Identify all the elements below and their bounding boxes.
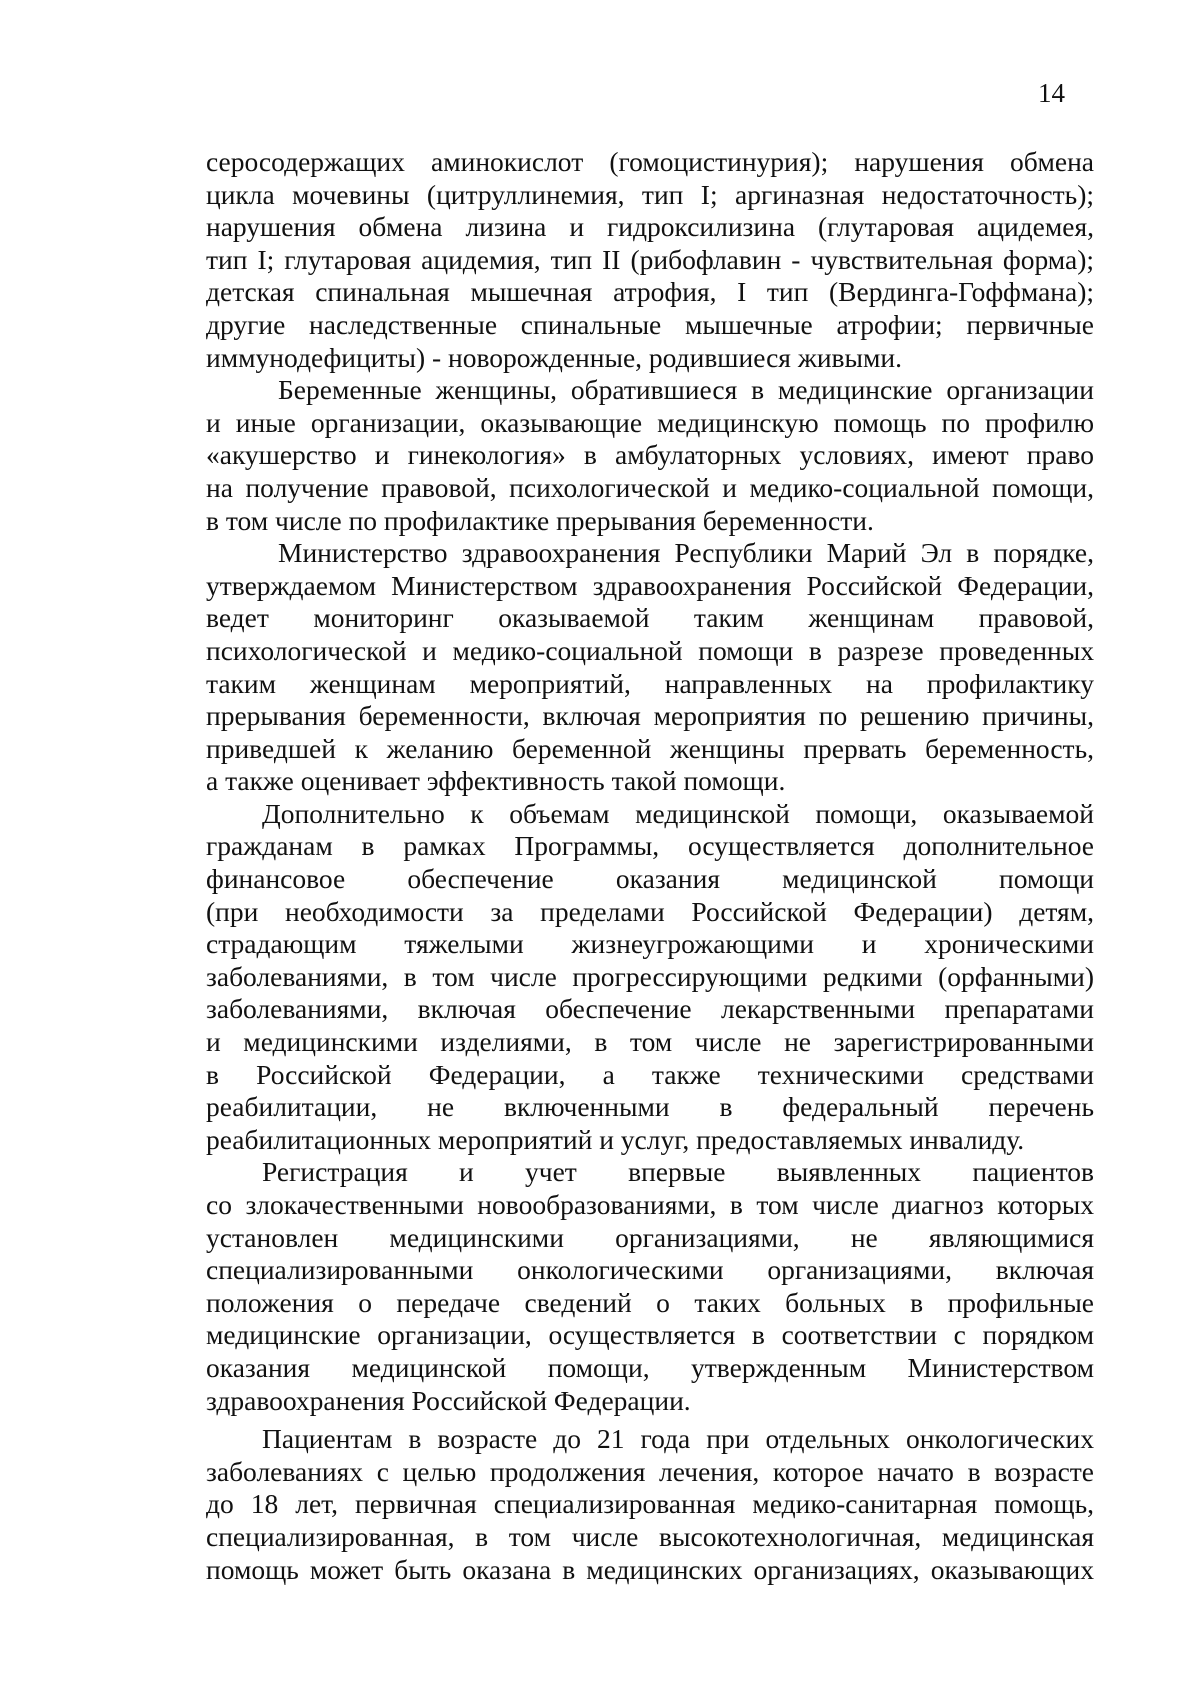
text-line: цикла мочевины (цитруллинемия, тип I; аргиназная недостаточность);	[206, 178, 1094, 210]
text-line: Пациентам в возрасте до 21 года при отдельных онкологических	[262, 1423, 1094, 1455]
document-body	[206, 146, 1094, 1586]
text-line: в том числе по профилактике прерывания беременности.	[206, 504, 874, 536]
text-line: заболеваниями, в том числе прогрессирующими редкими (орфанными)	[206, 960, 1094, 992]
text-line: Министерство здравоохранения Республики Марий Эл в порядке,	[278, 537, 1094, 569]
text-line: «акушерство и гинекология» в амбулаторных условиях, имеют право	[206, 439, 1094, 471]
text-line: нарушения обмена лизина и гидроксилизина (глутаровая ацидемея,	[206, 211, 1094, 243]
text-line: страдающим тяжелыми жизнеугрожающими и хроническими	[206, 928, 1094, 960]
text-line: приведшей к желанию беременной женщины прервать беременность,	[206, 732, 1094, 764]
page-number: 14	[1038, 78, 1065, 108]
text-line: установлен медицинскими организациями, не являющимися	[206, 1221, 1094, 1253]
text-line: прерывания беременности, включая мероприятия по решению причины,	[206, 700, 1094, 732]
text-line: таким женщинам мероприятий, направленных на профилактику	[206, 667, 1094, 699]
text-line: заболеваниях с целью продолжения лечения, которое начато в возрасте	[206, 1455, 1094, 1487]
text-line: реабилитационных мероприятий и услуг, предоставляемых инвалиду.	[206, 1123, 1025, 1155]
text-line: Дополнительно к объемам медицинской помощи, оказываемой	[262, 797, 1094, 829]
paragraph-ministry-monitoring	[206, 537, 1094, 798]
paragraph-pregnant-women	[206, 374, 1094, 537]
text-line: тип I; глутаровая ацидемия, тип II (рибофлавин - чувствительная форма);	[206, 243, 1094, 275]
text-line: положения о передаче сведений о таких больных в профильные	[206, 1286, 1094, 1318]
text-line: оказания медицинской помощи, утвержденным Министерством	[206, 1351, 1094, 1383]
text-line: иммунодефициты) - новорожденные, родившиеся живыми.	[206, 341, 902, 373]
text-line: заболеваниями, включая обеспечение лекарственными препаратами	[206, 993, 1094, 1025]
paragraph-patients-under-21	[206, 1423, 1094, 1586]
text-line: медицинские организации, осуществляется в соответствии с порядком	[206, 1319, 1094, 1351]
text-line: специализированными онкологическими организациями, включая	[206, 1254, 1094, 1286]
text-line: Беременные женщины, обратившиеся в медицинские организации	[278, 374, 1094, 406]
text-line: со злокачественными новообразованиями, в том числе диагноз которых	[206, 1189, 1094, 1220]
text-line: в Российской Федерации, а также техническими средствами	[206, 1058, 1094, 1090]
text-line: Регистрация и учет впервые выявленных пациентов	[262, 1156, 1094, 1188]
text-line: реабилитации, не включенными в федеральный перечень	[206, 1091, 1094, 1123]
text-line: до 18 лет, первичная специализированная медико-санитарная помощь,	[206, 1488, 1094, 1520]
text-line: а также оценивает эффективность такой помощи.	[206, 765, 786, 797]
text-line: другие наследственные спинальные мышечные атрофии; первичные	[206, 308, 1094, 340]
text-line: психологической и медико-социальной помощи в разрезе проведенных	[206, 634, 1094, 666]
paragraph-continuation	[206, 146, 1094, 374]
text-line: серосодержащих аминокислот (гомоцистинурия); нарушения обмена	[206, 146, 1094, 177]
text-line: и иные организации, оказывающие медицинскую помощь по профилю	[206, 406, 1094, 438]
text-line: гражданам в рамках Программы, осуществляется дополнительное	[206, 830, 1094, 862]
text-line: детская спинальная мышечная атрофия, I тип (Вердинга-Гоффмана);	[206, 276, 1094, 308]
text-line: помощь может быть оказана в медицинских организациях, оказывающих	[206, 1553, 1094, 1585]
text-line: утверждаемом Министерством здравоохранения Российской Федерации,	[206, 569, 1094, 601]
text-line: здравоохранения Российской Федерации.	[206, 1384, 691, 1416]
paragraph-additional-funding	[206, 798, 1094, 1157]
text-line: специализированная, в том числе высокотехнологичная, медицинская	[206, 1520, 1094, 1552]
text-line: ведет мониторинг оказываемой таким женщинам правовой,	[206, 602, 1094, 634]
text-line: и медицинскими изделиями, в том числе не зарегистрированными	[206, 1026, 1094, 1058]
text-line: (при необходимости за пределами Российской Федерации) детям,	[206, 895, 1094, 927]
text-line: финансовое обеспечение оказания медицинской помощи	[206, 863, 1094, 895]
paragraph-registration	[206, 1156, 1094, 1417]
text-line: на получение правовой, психологической и медико-социальной помощи,	[206, 471, 1094, 503]
